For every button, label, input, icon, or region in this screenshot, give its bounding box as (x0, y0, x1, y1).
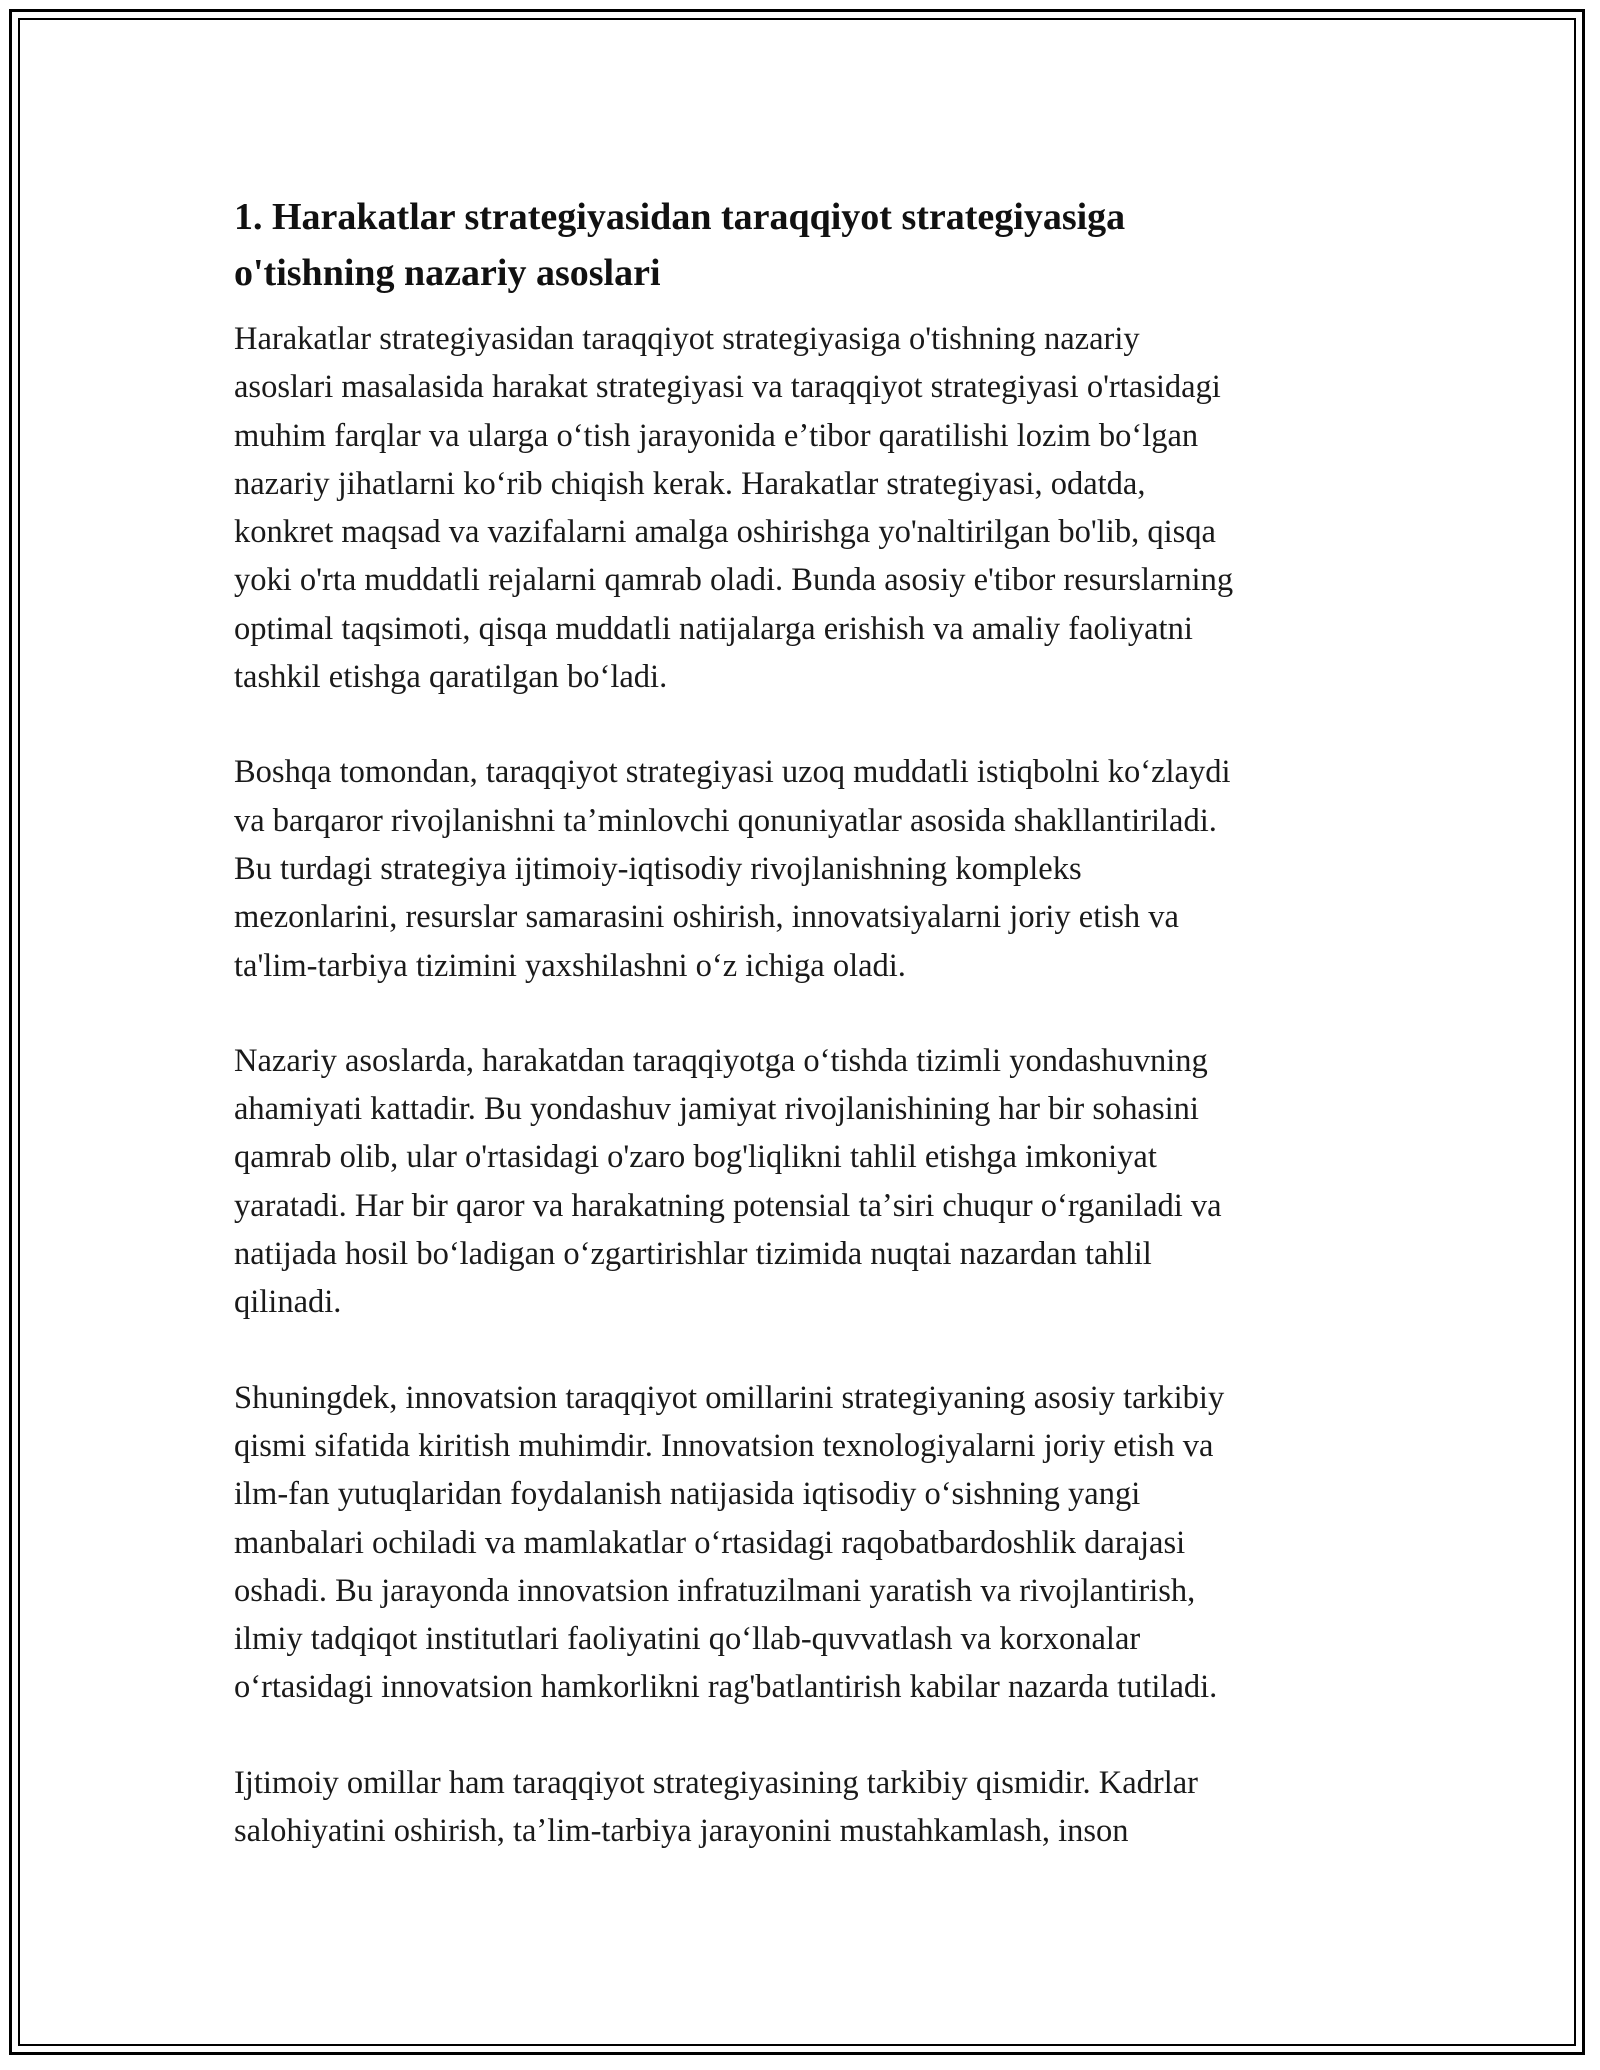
text-line: optimal taqsimoti, qisqa muddatli natijalarga erishish va amaliy faoliyatni (234, 610, 1193, 647)
text-line: mezonlarini, resurslar samarasini oshirish, innovatsiyalarni joriy etish va (234, 899, 1179, 936)
paragraph-5 (234, 1759, 1404, 1856)
text-line: va barqaror rivojlanishni taʼminlovchi qonuniyatlar asosida shakllantiriladi. (234, 802, 1217, 839)
text-line: ilmiy tadqiqot institutlari faoliyatini qoʻllab-quvvatlash va korxonalar (234, 1621, 1141, 1658)
text-line: konkret maqsad va vazifalarni amalga oshirishga yo'naltirilgan bo'lib, qisqa (234, 514, 1216, 551)
paragraph-1 (234, 315, 1404, 701)
text-line: Ijtimoiy omillar ham taraqqiyot strategiyasining tarkibiy qismidir. Kadrlar (234, 1764, 1198, 1801)
text-line: natijada hosil boʻladigan oʻzgartirishlar tizimida nuqtai nazardan tahlil (234, 1236, 1152, 1273)
text-line: Harakatlar strategiyasidan taraqqiyot strategiyasiga o'tishning nazariy (234, 321, 1140, 357)
text-line: tashkil etishga qaratilgan boʻladi. (234, 659, 668, 696)
text-line: qamrab olib, ular o'rtasidagi o'zaro bog'liqlikni tahlil etishga imkoniyat (234, 1139, 1157, 1176)
text-line: oʻrtasidagi innovatsion hamkorlikni rag'batlantirish kabilar nazarda tutiladi. (234, 1669, 1218, 1706)
document-page (9, 9, 1585, 2055)
text-line: oshadi. Bu jarayonda innovatsion infratuzilmani yaratish va rivojlantirish, (234, 1572, 1196, 1609)
paragraph-4 (234, 1374, 1404, 1712)
text-line: qismi sifatida kiritish muhimdir. Innovatsion texnologiyalarni joriy etish va (234, 1427, 1214, 1464)
text-line: qilinadi. (234, 1284, 342, 1321)
text-line: asoslari masalasida harakat strategiyasi va taraqqiyot strategiyasi o'rtasidagi (234, 369, 1221, 406)
section-title-line: 1. Harakatlar strategiyasidan taraqqiyot strategiyasiga (234, 196, 1126, 238)
text-line: manbalari ochiladi va mamlakatlar oʻrtasidagi raqobatbardoshlik darajasi (234, 1524, 1186, 1561)
text-line: ahamiyati kattadir. Bu yondashuv jamiyat rivojlanishining har bir sohasini (234, 1091, 1199, 1128)
text-line: muhim farqlar va ularga oʻtish jarayonida eʼtibor qaratilishi lozim boʻlgan (234, 417, 1199, 454)
text-line: Nazariy asoslarda, harakatdan taraqqiyotga oʻtishda tizimli yondashuvning (234, 1042, 1208, 1079)
section-title (234, 189, 1404, 301)
text-line: Bu turdagi strategiya ijtimoiy-iqtisodiy rivojlanishning kompleks (234, 850, 1082, 887)
paragraph-3 (234, 1037, 1404, 1327)
text-line: ilm-fan yutuqlaridan foydalanish natijasida iqtisodiy oʻsishning yangi (234, 1476, 1141, 1513)
text-line: yoki o'rta muddatli rejalarni qamrab oladi. Bunda asosiy e'tibor resurslarning (234, 562, 1234, 599)
paragraph-2 (234, 748, 1404, 989)
text-line: ta'lim-tarbiya tizimini yaxshilashni oʻz ichiga oladi. (234, 947, 906, 984)
text-line: Boshqa tomondan, taraqqiyot strategiyasi uzoq muddatli istiqbolni koʻzlaydi (234, 754, 1231, 791)
text-line: salohiyatini oshirish, taʼlim-tarbiya jarayonini mustahkamlash, inson (234, 1813, 1129, 1850)
text-line: nazariy jihatlarni koʻrib chiqish kerak. Harakatlar strategiyasi, odatda, (234, 465, 1146, 502)
text-line: Shuningdek, innovatsion taraqqiyot omillarini strategiyaning asosiy tarkibiy (234, 1379, 1225, 1416)
text-line: yaratadi. Har bir qaror va harakatning potensial taʼsiri chuqur oʻrganiladi va (234, 1187, 1222, 1224)
section-title-line: o'tishning nazariy asoslari (234, 252, 661, 294)
document-content (234, 189, 1404, 1902)
